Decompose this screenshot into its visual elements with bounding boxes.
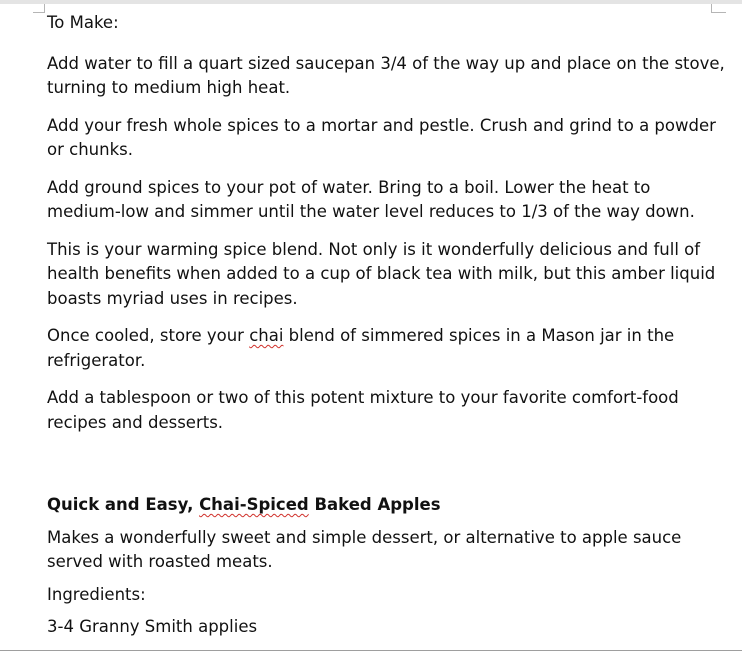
recipe-title — [47, 493, 727, 518]
document-body[interactable] — [47, 11, 727, 640]
step-text: Once cooled, store your — [47, 326, 250, 345]
page-top-edge — [0, 0, 742, 4]
step-paragraph: Add ground spices to your pot of water. Bring to a boil. Lower the heat to medium-low and simmer until the water level reduces to 1/3 of the way down. — [47, 177, 695, 221]
spelling-flagged-word[interactable]: chai — [249, 326, 284, 345]
spelling-flagged-word[interactable]: Chai-Spiced — [199, 495, 309, 514]
recipe-description: Makes a wonderfully sweet and simple dessert, or alternative to apple sauce served with roasted meats. — [47, 527, 682, 571]
recipe-title-text: Quick and Easy, — [47, 495, 200, 514]
ingredient-item: 3-4 Granny Smith applies — [47, 617, 258, 636]
margin-corner-mark-left — [33, 4, 45, 13]
step-paragraph: Add water to fill a quart sized saucepan 3/4 of the way up and place on the stove, turning to medium high heat. — [47, 53, 725, 97]
to-make-heading: To Make: — [47, 13, 119, 32]
step-paragraph — [47, 324, 727, 373]
recipe-title-text: Baked Apples — [308, 495, 441, 514]
step-paragraph: Add your fresh whole spices to a mortar and pestle. Crush and grind to a powder or chunks. — [47, 115, 716, 159]
step-paragraph: Add a tablespoon or two of this potent mixture to your favorite comfort-food recipes and desserts. — [47, 388, 679, 432]
step-paragraph: This is your warming spice blend. Not only is it wonderfully delicious and full of health benefits when added to a cup of black tea with milk, but this amber liquid boasts myriad uses in recipes. — [47, 239, 716, 308]
ingredients-label: Ingredients: — [47, 584, 146, 604]
step-text: blend of simmered spices in a Mason jar in the refrigerator. — [47, 326, 675, 370]
page-bottom-edge — [0, 650, 742, 651]
